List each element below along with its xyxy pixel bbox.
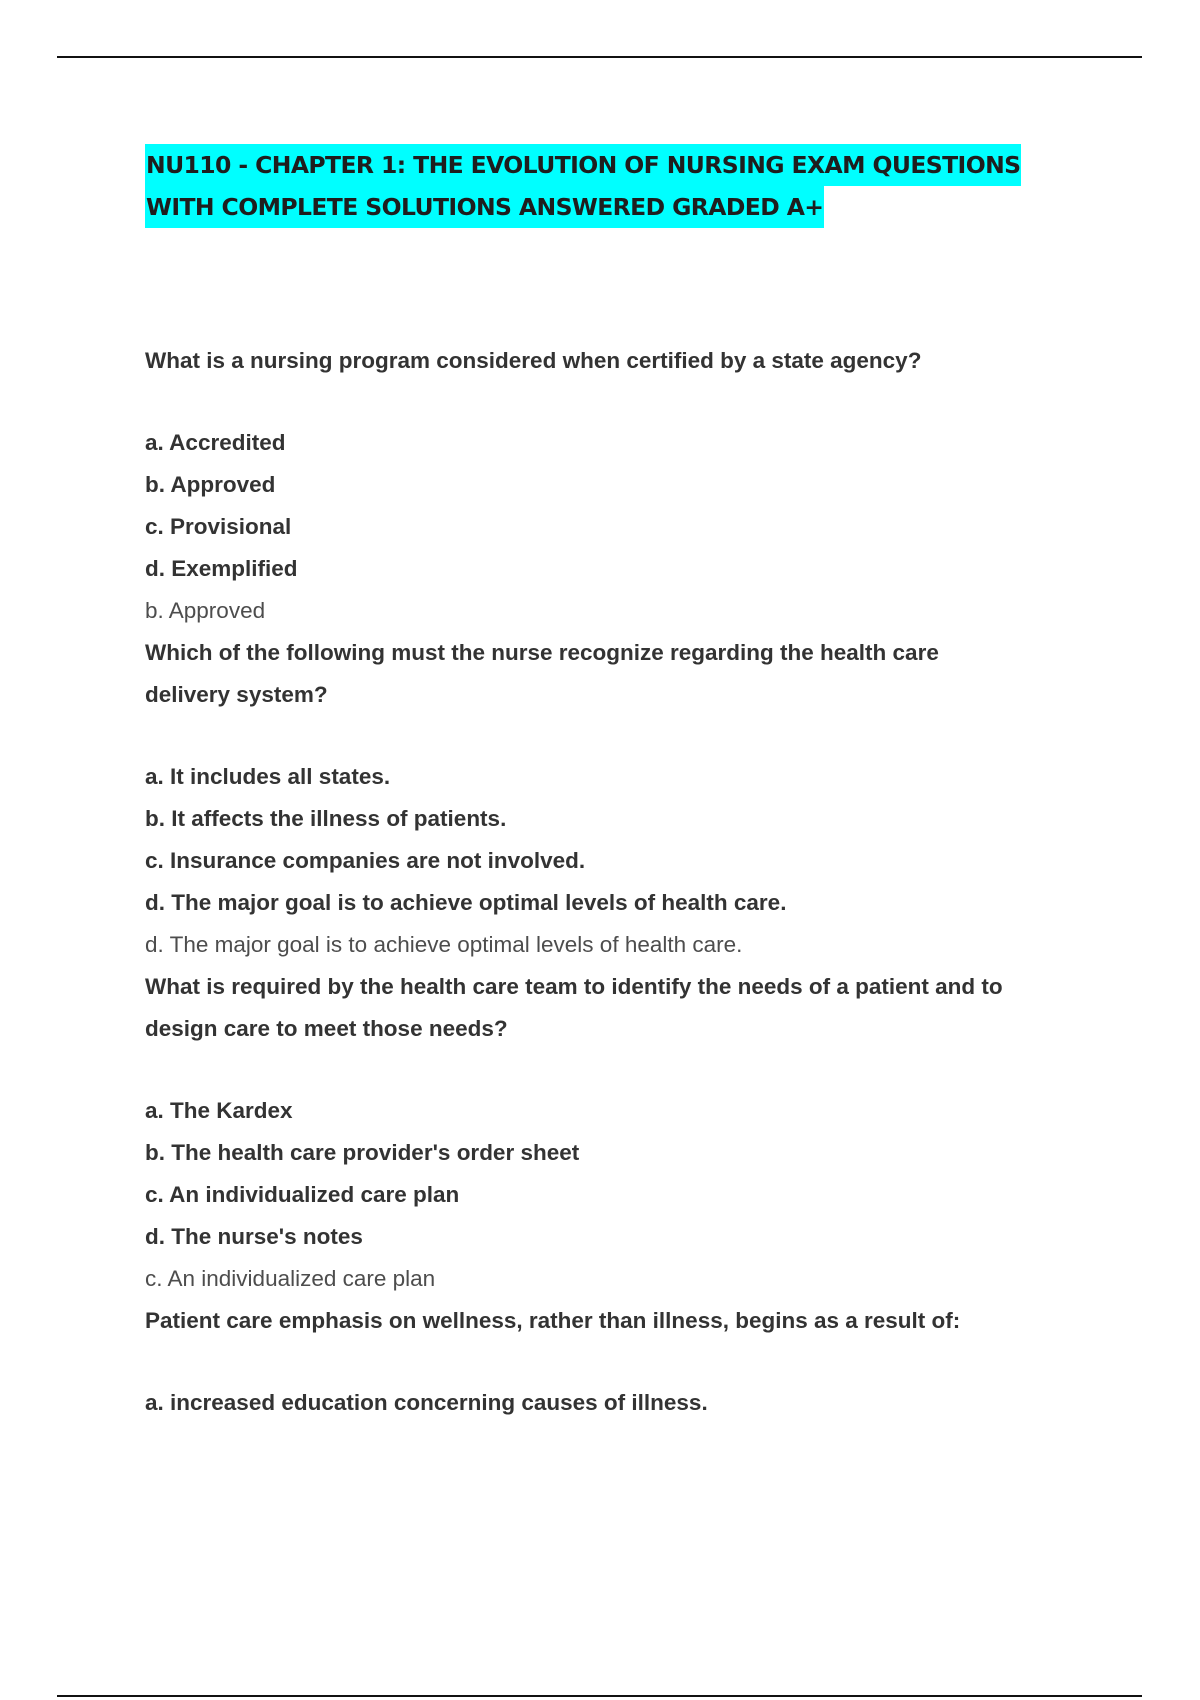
question-3-option-b: b. The health care provider's order sheet bbox=[145, 1140, 580, 1165]
question-2-option-c: c. Insurance companies are not involved. bbox=[145, 848, 586, 873]
question-1: What is a nursing program considered when certified by a state agency? bbox=[145, 348, 922, 373]
question-2-option-d: d. The major goal is to achieve optimal levels of health care. bbox=[145, 890, 787, 915]
question-1-option-d: d. Exemplified bbox=[145, 556, 298, 581]
question-4-option-a: a. increased education concerning causes of illness. bbox=[145, 1390, 708, 1415]
spacer bbox=[145, 1050, 1095, 1090]
question-2-option-a: a. It includes all states. bbox=[145, 764, 391, 789]
question-1-option-a: a. Accredited bbox=[145, 430, 286, 455]
spacer bbox=[145, 1342, 1095, 1382]
question-3-option-a: a. The Kardex bbox=[145, 1098, 293, 1123]
question-3-option-c: c. An individualized care plan bbox=[145, 1182, 460, 1207]
question-3-line-1: What is required by the health care team to identify the needs of a patient and to bbox=[145, 974, 1003, 999]
question-1-answer: b. Approved bbox=[145, 598, 266, 623]
bottom-rule bbox=[57, 1695, 1142, 1697]
question-3-line-2: design care to meet those needs? bbox=[145, 1016, 508, 1041]
title-line-2: WITH COMPLETE SOLUTIONS ANSWERED GRADED A+ bbox=[145, 186, 824, 228]
question-2-line-2: delivery system? bbox=[145, 682, 328, 707]
qa-section bbox=[145, 340, 1095, 1424]
document-title bbox=[145, 144, 1145, 228]
question-2-answer: d. The major goal is to achieve optimal levels of health care. bbox=[145, 932, 743, 957]
question-4: Patient care emphasis on wellness, rather than illness, begins as a result of: bbox=[145, 1308, 961, 1333]
question-3-answer: c. An individualized care plan bbox=[145, 1266, 436, 1291]
top-rule bbox=[57, 56, 1142, 58]
title-line-1: NU110 - CHAPTER 1: THE EVOLUTION OF NURSING EXAM QUESTIONS bbox=[145, 144, 1021, 186]
question-2-option-b: b. It affects the illness of patients. bbox=[145, 806, 507, 831]
question-1-option-b: b. Approved bbox=[145, 472, 276, 497]
spacer bbox=[145, 716, 1095, 756]
question-3-option-d: d. The nurse's notes bbox=[145, 1224, 363, 1249]
question-2-line-1: Which of the following must the nurse recognize regarding the health care bbox=[145, 640, 939, 665]
question-1-option-c: c. Provisional bbox=[145, 514, 292, 539]
spacer bbox=[145, 382, 1095, 422]
